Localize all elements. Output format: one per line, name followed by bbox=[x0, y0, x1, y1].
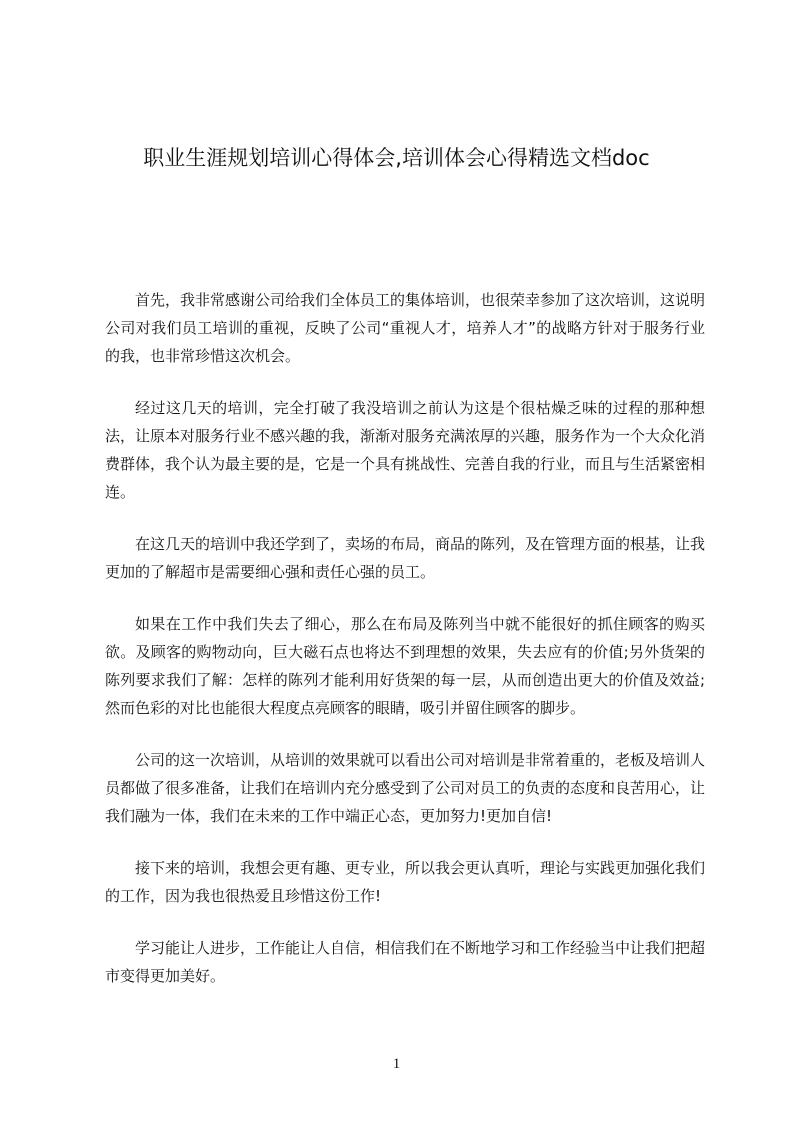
document-body bbox=[105, 286, 705, 1014]
page-number: 1 bbox=[392, 1056, 401, 1072]
paragraph-1: 首先，我非常感谢公司给我们全体员工的集体培训，也很荣幸参加了这次培训，这说明公司对我们员工培训的重视，反映了公司“重视人才，培养人才”的战略方针对于服务行业的我，也非常珍惜这次机会。 bbox=[105, 291, 706, 365]
paragraph-3: 在这几天的培训中我还学到了，卖场的布局，商品的陈列，及在管理方面的根基，让我更加的了解超市是需要细心强和责任心强的员工。 bbox=[105, 535, 706, 581]
document-title: 职业生涯规划培训心得体会,培训体会心得精选文档doc bbox=[143, 146, 650, 170]
paragraph-6: 接下来的培训，我想会更有趣、更专业，所以我会更认真听，理论与实践更加强化我们的工作，因为我也很热爱且珍惜这份工作! bbox=[105, 859, 706, 905]
paragraph-4: 如果在工作中我们失去了细心，那么在布局及陈列当中就不能很好的抓住顾客的购买欲。及顾客的购物动向，巨大磁石点也将达不到理想的效果，失去应有的价值;另外货架的陈列要求我们了解：怎样的陈列才能利用好货架的每一层，从而创造出更大的价值及效益;然而色彩的对比也能很大程度点亮顾客的眼睛，吸引并留住顾客的脚步。 bbox=[105, 615, 705, 717]
paragraph-7: 学习能让人进步，工作能让人自信，相信我们在不断地学习和工作经验当中让我们把超市变得更加美好。 bbox=[105, 939, 706, 985]
paragraph-2: 经过这几天的培训，完全打破了我没培训之前认为这是个很枯燥乏味的过程的那种想法，让原本对服务行业不感兴趣的我，渐渐对服务充满浓厚的兴趣，服务作为一个大众化消费群体，我个认为最主要的是，它是一个具有挑战性、完善自我的行业，而且与生活紧密相连。 bbox=[105, 399, 706, 501]
paragraph-5: 公司的这一次培训，从培训的效果就可以看出公司对培训是非常着重的，老板及培训人员都做了很多准备，让我们在培训内充分感受到了公司对员工的负责的态度和良苦用心，让我们融为一体，我们在未来的工作中端正心态，更加努力!更加自信! bbox=[105, 751, 706, 825]
